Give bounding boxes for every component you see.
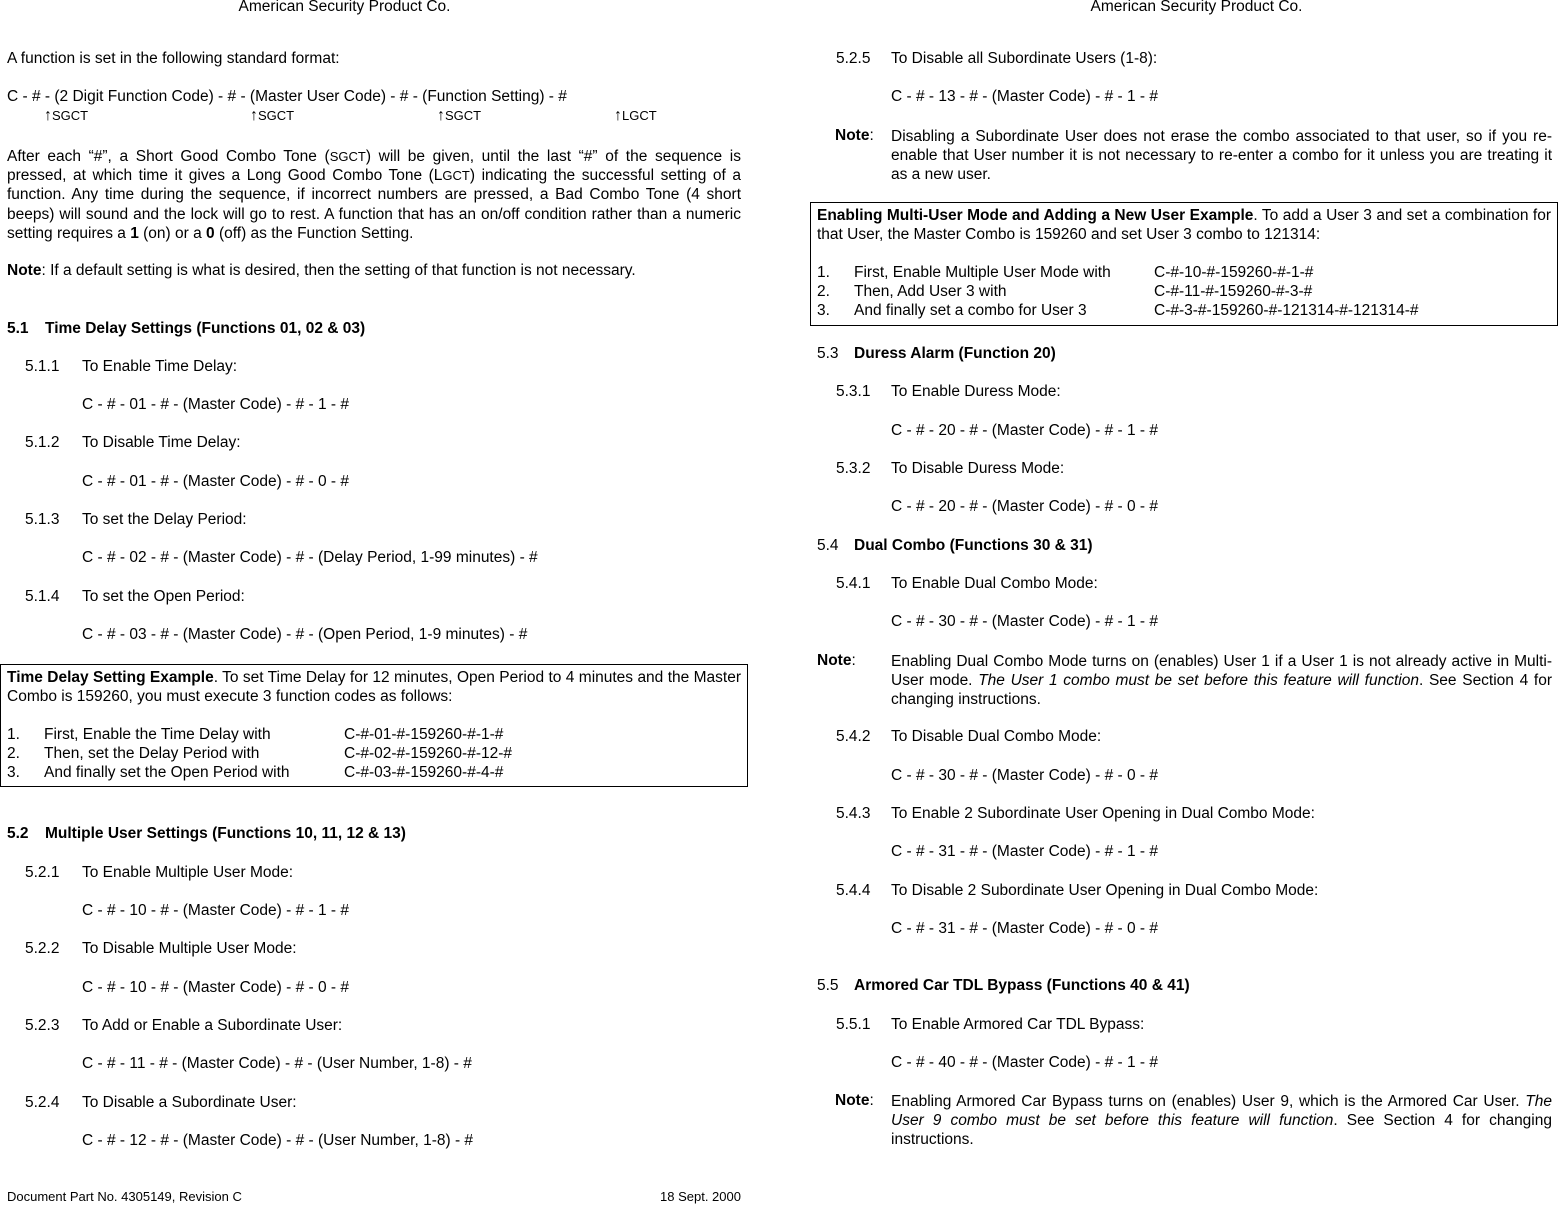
example-box-text: Time Delay Setting Example. To set Time Delay for 12 minutes, Open Period to 4 minutes and the Master Combo is 159260, you must execute 3 function codes as follows: xyxy=(7,669,741,706)
example-step-1: 1. First, Enable Multiple User Mode with C-#-10-#-159260-#-1-# xyxy=(817,264,1314,281)
up-arrow-icon: ↑ xyxy=(44,107,52,124)
code-5-1-2: C - # - 01 - # - (Master Code) - # - 0 - # xyxy=(82,473,350,490)
code-5-4-1: C - # - 30 - # - (Master Code) - # - 1 - # xyxy=(891,613,1159,630)
example-step-2: 2. Then, set the Delay Period with C-#-02-#-159260-#-12-# xyxy=(7,745,513,762)
tone-label-3: ↑SGCT xyxy=(437,107,482,124)
code-5-2-4: C - # - 12 - # - (Master Code) - # - (User Number, 1-8) - # xyxy=(82,1132,474,1149)
tone-paragraph: After each “#”, a Short Good Combo Tone (SGCT) will be given, until the last “#” of the sequence is pressed, at which time it gives a Long Good Combo Tone (LGCT) indicating the successful setting of a function. Any time during the sequence, if incorrect numbers are pressed, a Bad Combo Tone (4 short beeps) will sound and the lock will go to rest. A function that has an on/off condition rather than a numeric setting requires a 1 (on) or a 0 (off) as the Function Setting. xyxy=(7,148,742,242)
tone-label-1: ↑SGCT xyxy=(44,107,89,124)
section-5-4-heading: 5.4 Dual Combo (Functions 30 & 31) xyxy=(817,537,1093,554)
section-5-1-heading: 5.1 Time Delay Settings (Functions 01, 02 & 03) xyxy=(7,320,366,337)
page-header-right: American Security Product Co. xyxy=(1090,0,1303,15)
item-5-3-1: 5.3.1 To Enable Duress Mode: xyxy=(836,383,1061,400)
code-5-3-1: C - # - 20 - # - (Master Code) - # - 1 - # xyxy=(891,422,1159,439)
code-5-1-3: C - # - 02 - # - (Master Code) - # - (Delay Period, 1-99 minutes) - # xyxy=(82,549,538,566)
code-5-4-3: C - # - 31 - # - (Master Code) - # - 1 - # xyxy=(891,843,1159,860)
format-line: C - # - (2 Digit Function Code) - # - (Master User Code) - # - (Function Setting) - # xyxy=(7,88,567,105)
note-dual-combo-text: Enabling Dual Combo Mode turns on (enables) User 1 if a User 1 is not already active in Multi-User mode. The User 1 combo must be set before this feature will function. See Section 4 for changing instructions. xyxy=(891,653,1553,709)
section-5-5-heading: 5.5 Armored Car TDL Bypass (Functions 40 & 41) xyxy=(817,977,1190,994)
item-5-2-3: 5.2.3 To Add or Enable a Subordinate User: xyxy=(25,1017,343,1034)
code-5-2-2: C - # - 10 - # - (Master Code) - # - 0 - # xyxy=(82,979,350,996)
note-armored-car-label: Note: xyxy=(835,1092,874,1109)
code-5-3-2: C - # - 20 - # - (Master Code) - # - 0 - # xyxy=(891,498,1159,515)
item-5-4-1: 5.4.1 To Enable Dual Combo Mode: xyxy=(836,575,1098,592)
item-5-1-4: 5.1.4 To set the Open Period: xyxy=(25,588,245,605)
intro-text: A function is set in the following standard format: xyxy=(7,50,340,67)
example-step-2: 2. Then, Add User 3 with C-#-11-#-159260-#-3-# xyxy=(817,283,1313,300)
item-5-4-2: 5.4.2 To Disable Dual Combo Mode: xyxy=(836,728,1102,745)
item-5-4-3: 5.4.3 To Enable 2 Subordinate User Opening in Dual Combo Mode: xyxy=(836,805,1315,822)
code-5-2-5: C - # - 13 - # - (Master Code) - # - 1 - # xyxy=(891,88,1159,105)
note-armored-car-text: Enabling Armored Car Bypass turns on (enables) User 9, which is the Armored Car User. The User 9 combo must be set before this feature will function. See Section 4 for changing instructions. xyxy=(891,1093,1552,1149)
code-5-1-1: C - # - 01 - # - (Master Code) - # - 1 - # xyxy=(82,396,350,413)
item-5-2-4: 5.2.4 To Disable a Subordinate User: xyxy=(25,1094,297,1111)
tone-label-2: ↑SGCT xyxy=(250,107,295,124)
example-box-time-delay xyxy=(0,664,748,787)
section-5-3-heading: 5.3 Duress Alarm (Function 20) xyxy=(817,345,1056,362)
page-header-left: American Security Product Co. xyxy=(238,0,451,15)
item-5-1-3: 5.1.3 To set the Delay Period: xyxy=(25,511,247,528)
up-arrow-icon: ↑ xyxy=(437,107,445,124)
note-dual-combo-label: Note: xyxy=(817,652,856,669)
item-5-5-1: 5.5.1 To Enable Armored Car TDL Bypass: xyxy=(836,1016,1145,1033)
item-5-4-4: 5.4.4 To Disable 2 Subordinate User Opening in Dual Combo Mode: xyxy=(836,882,1319,899)
example-step-3: 3. And finally set a combo for User 3 C-#-3-#-159260-#-121314-#-121314-# xyxy=(817,302,1419,319)
note-subordinate-text: Disabling a Subordinate User does not erase the combo associated to that user, so if you re-enable that User number it is not necessary to re-enter a combo for it unless you are treating it as a new user. xyxy=(891,128,1552,184)
code-5-4-4: C - # - 31 - # - (Master Code) - # - 0 - # xyxy=(891,920,1159,937)
code-5-2-3: C - # - 11 - # - (Master Code) - # - (User Number, 1-8) - # xyxy=(82,1055,472,1072)
code-5-5-1: C - # - 40 - # - (Master Code) - # - 1 - # xyxy=(891,1054,1159,1071)
item-5-1-2: 5.1.2 To Disable Time Delay: xyxy=(25,434,241,451)
item-5-2-2: 5.2.2 To Disable Multiple User Mode: xyxy=(25,940,297,957)
example-step-3: 3. And finally set the Open Period with C-#-03-#-159260-#-4-# xyxy=(7,764,504,781)
up-arrow-icon: ↑ xyxy=(614,107,622,124)
example-box-multi-user xyxy=(810,202,1558,326)
item-5-1-1: 5.1.1 To Enable Time Delay: xyxy=(25,358,238,375)
item-5-2-1: 5.2.1 To Enable Multiple User Mode: xyxy=(25,864,294,881)
note-subordinate-label: Note: xyxy=(835,127,874,144)
item-5-2-5: 5.2.5 To Disable all Subordinate Users (1-8): xyxy=(836,50,1158,67)
code-5-2-1: C - # - 10 - # - (Master Code) - # - 1 - # xyxy=(82,902,350,919)
example-box-text: Enabling Multi-User Mode and Adding a New User Example. To add a User 3 and set a combination for that User, the Master Combo is 159260 and set User 3 combo to 121314: xyxy=(817,207,1551,244)
code-5-1-4: C - # - 03 - # - (Master Code) - # - (Open Period, 1-9 minutes) - # xyxy=(82,626,528,643)
right-page xyxy=(779,0,1558,1205)
footer-date: 18 Sept. 2000 xyxy=(660,1189,741,1204)
item-5-3-2: 5.3.2 To Disable Duress Mode: xyxy=(836,460,1065,477)
up-arrow-icon: ↑ xyxy=(250,107,258,124)
tone-label-4: ↑LGCT xyxy=(614,107,657,124)
footer-part-number: Document Part No. 4305149, Revision C xyxy=(7,1189,242,1204)
section-5-2-heading: 5.2 Multiple User Settings (Functions 10, 11, 12 & 13) xyxy=(7,825,406,842)
example-step-1: 1. First, Enable the Time Delay with C-#-01-#-159260-#-1-# xyxy=(7,726,504,743)
code-5-4-2: C - # - 30 - # - (Master Code) - # - 0 - # xyxy=(891,767,1159,784)
note-default: Note: If a default setting is what is desired, then the setting of that function is not necessary. xyxy=(7,262,636,279)
